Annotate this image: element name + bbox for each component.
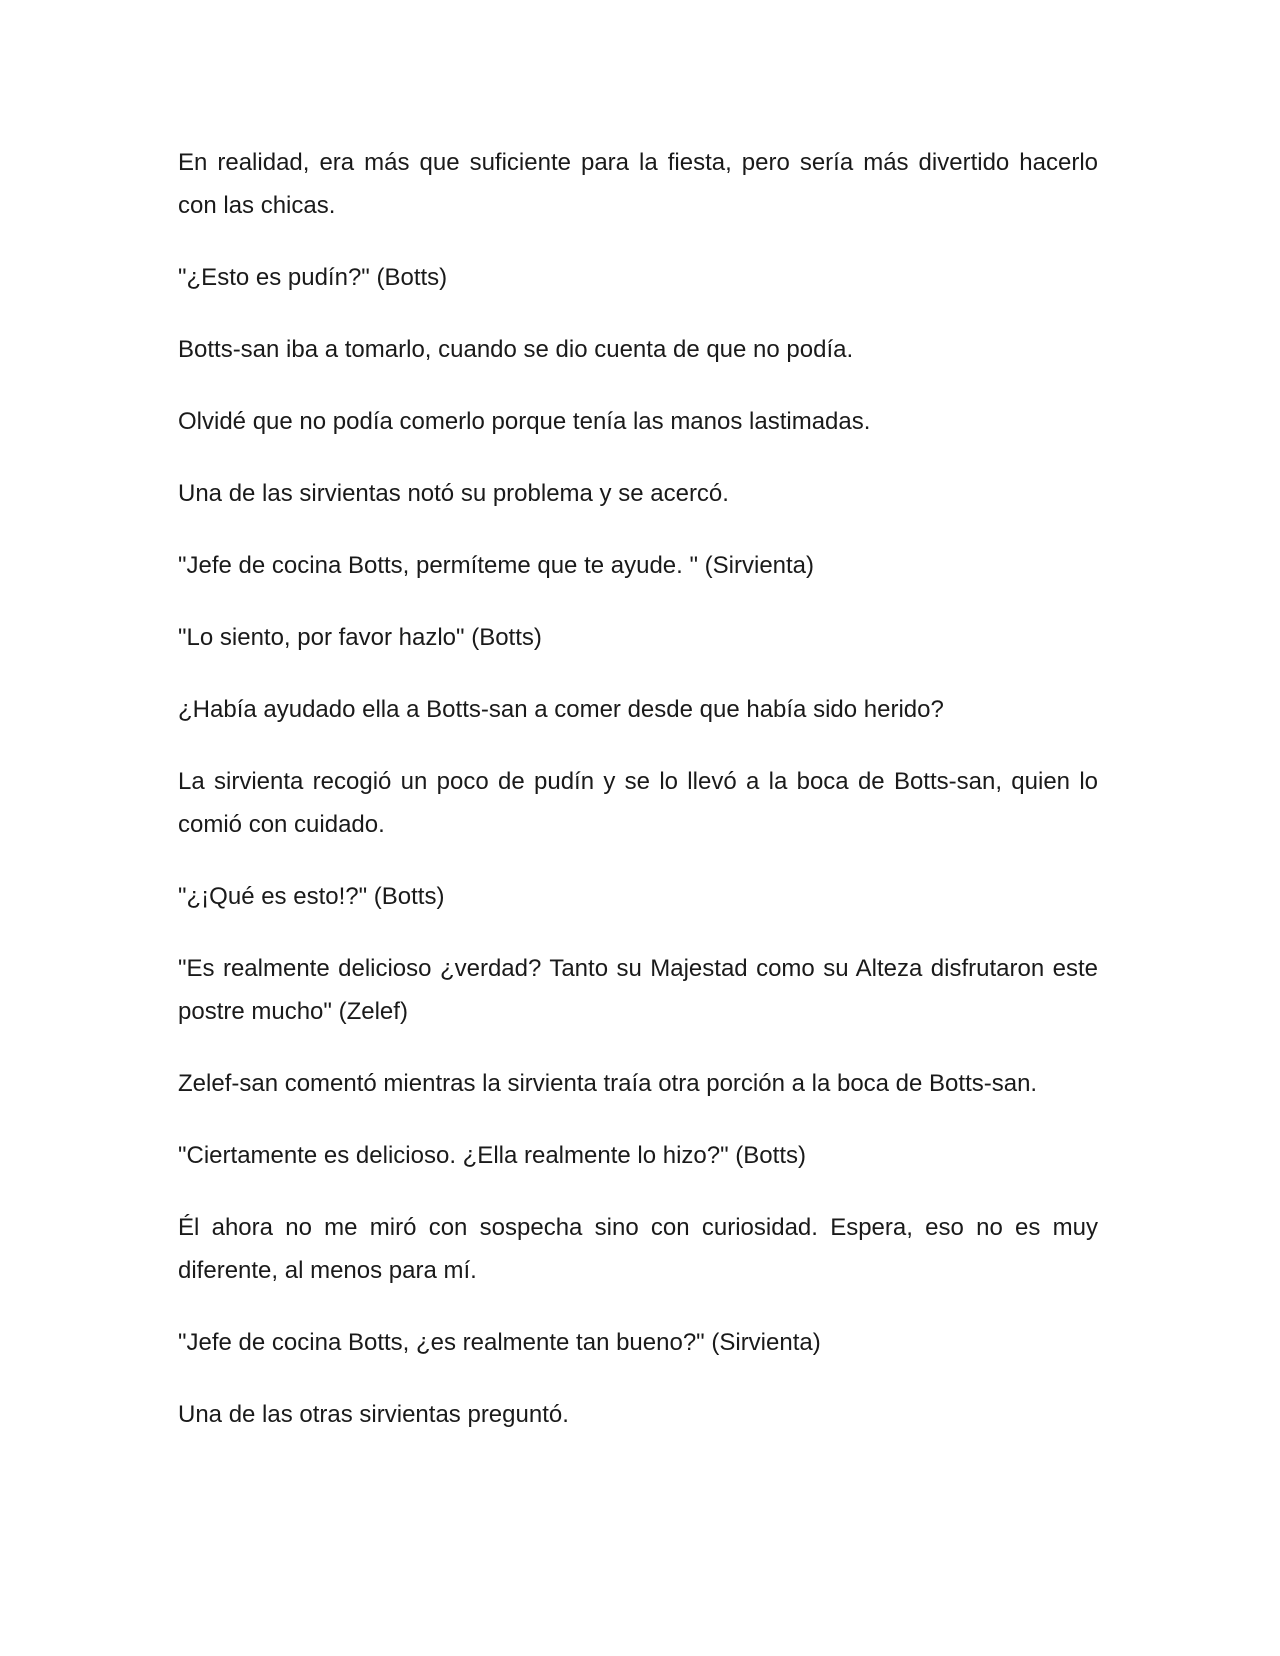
paragraph: "Lo siento, por favor hazlo" (Botts) bbox=[178, 624, 542, 651]
paragraph: Botts-san iba a tomarlo, cuando se dio cuenta de que no podía. bbox=[178, 336, 854, 363]
paragraph: En realidad, era más que suficiente para la fiesta, pero sería más divertido hacerlo con las chicas. bbox=[178, 149, 1098, 219]
paragraph: "¿¡Qué es esto!?" (Botts) bbox=[178, 883, 445, 910]
paragraph: Olvidé que no podía comerlo porque tenía las manos lastimadas. bbox=[178, 408, 871, 435]
paragraph: Una de las sirvientas notó su problema y se acercó. bbox=[178, 480, 729, 507]
paragraph: "¿Esto es pudín?" (Botts) bbox=[178, 264, 448, 291]
paragraph: "Jefe de cocina Botts, permíteme que te ayude. " (Sirvienta) bbox=[178, 552, 815, 579]
paragraph: ¿Había ayudado ella a Botts-san a comer desde que había sido herido? bbox=[178, 696, 944, 723]
paragraph: "Es realmente delicioso ¿verdad? Tanto su Majestad como su Alteza disfrutaron este postre mucho" (Zelef) bbox=[178, 955, 1098, 1025]
paragraph: Una de las otras sirvientas preguntó. bbox=[178, 1401, 569, 1428]
paragraph: Él ahora no me miró con sospecha sino con curiosidad. Espera, eso no es muy diferente, al menos para mí. bbox=[178, 1214, 1098, 1284]
paragraph: Zelef-san comentó mientras la sirvienta traía otra porción a la boca de Botts-san. bbox=[178, 1070, 1038, 1097]
paragraph: "Jefe de cocina Botts, ¿es realmente tan bueno?" (Sirvienta) bbox=[178, 1329, 821, 1356]
paragraph: La sirvienta recogió un poco de pudín y se lo llevó a la boca de Botts-san, quien lo comió con cuidado. bbox=[178, 768, 1098, 838]
paragraph: "Ciertamente es delicioso. ¿Ella realmente lo hizo?" (Botts) bbox=[178, 1142, 806, 1169]
document-body bbox=[178, 141, 1098, 1465]
